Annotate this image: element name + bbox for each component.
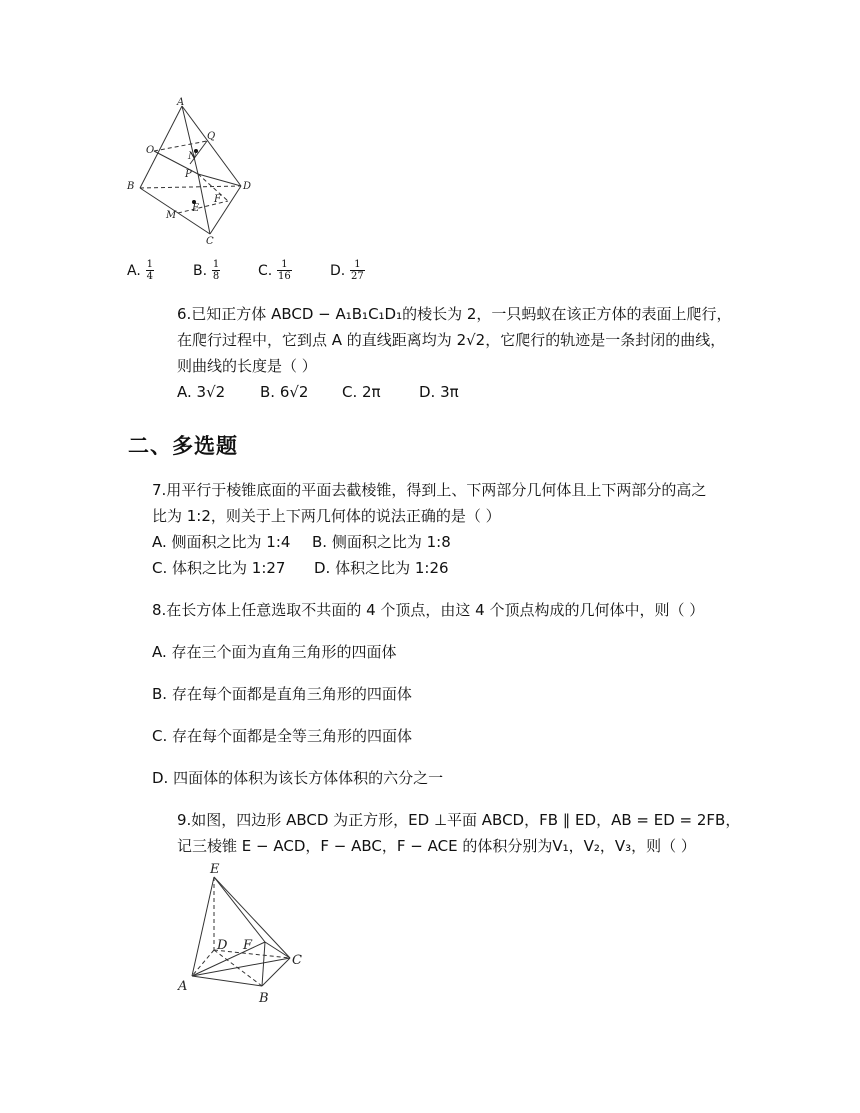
q5-option-c[interactable] [258,259,292,282]
label-M: M [166,210,177,221]
q6-line-3: 则曲线的长度是（ ） [177,357,317,375]
q7-line-2: 比为 1:2，则关于上下两几何体的说法正确的是（ ） [152,507,501,525]
q8-option-b[interactable]: B. 存在每个面都是直角三角形的四面体 [152,685,412,703]
label-D: D [243,181,252,192]
q5-option-b-letter: B. [193,263,208,279]
q7-option-a[interactable]: A. 侧面积之比为 1:4 [152,533,291,551]
label-B2: B [259,991,269,1006]
q5-option-a-letter: A. [127,263,141,279]
label-D2: D [217,938,228,953]
q9-line-1: 9.如图，四边形 ABCD 为正方形，ED ⊥平面 ABCD，FB ∥ ED，AB = ED = 2FB， [177,811,741,829]
q8-option-c[interactable]: C. 存在每个面都是全等三角形的四面体 [152,727,413,745]
q8-option-d[interactable]: D. 四面体的体积为该长方体体积的六分之一 [152,769,444,787]
q5-option-a-fraction: $\frac{1}{4}$ [146,259,153,282]
label-E: E [192,203,200,214]
q5-option-c-letter: C. [258,263,273,279]
label-B: B [127,181,135,192]
q6-option-c[interactable]: C. 2π [342,383,381,401]
label-Q: Q [207,131,216,142]
q5-option-b[interactable] [193,259,220,282]
q5-option-b-fraction: $\frac{1}{8}$ [212,259,220,282]
q5-option-c-fraction: $\frac{1}{16}$ [278,259,291,282]
q5-option-d-fraction: $\frac{1}{27}$ [351,259,364,282]
q6-line-1: 6.已知正方体 ABCD − A₁B₁C₁D₁的棱长为 2，一只蚂蚁在该正方体的表面上爬行， [177,305,732,323]
label-P: P [185,169,192,180]
label-A: A [177,97,185,108]
label-F: F [214,194,221,205]
square-pyramid-figure [170,858,320,1008]
q9-line-2: 记三棱锥 E − ACD，F − ABC，F − ACE 的体积分别为V₁，V₂，V₃，则（ ） [177,837,696,855]
tetrahedron-figure [118,96,263,246]
label-C: C [206,236,214,246]
label-A2: A [178,979,188,994]
label-E2: E [210,862,220,877]
q6-line-2: 在爬行过程中，它到点 A 的直线距离均为 2√2，它爬行的轨迹是一条封闭的曲线， [177,331,726,349]
q5-option-d-letter: D. [330,263,346,279]
q7-option-d[interactable]: D. 体积之比为 1:26 [314,559,449,577]
q7-line-1: 7.用平行于棱锥底面的平面去截棱锥，得到上、下两部分几何体且上下两部分的高之 [152,481,707,499]
q6-option-a[interactable]: A. 3√2 [177,383,226,401]
q5-option-a[interactable] [127,259,154,282]
q6-option-d[interactable]: D. 3π [419,383,459,401]
q8-option-a[interactable]: A. 存在三个面为直角三角形的四面体 [152,643,397,661]
label-O: O [146,145,155,156]
q7-option-c[interactable]: C. 体积之比为 1:27 [152,559,286,577]
label-F2: F [243,938,253,953]
q6-option-b[interactable]: B. 6√2 [260,383,309,401]
label-C2: C [292,953,302,968]
q8-stem: 8.在长方体上任意选取不共面的 4 个顶点，由这 4 个顶点构成的几何体中，则（ ） [152,601,705,619]
section-title: 二、多选题 [128,434,238,458]
label-N: N [188,151,197,162]
q7-option-b[interactable]: B. 侧面积之比为 1:8 [312,533,451,551]
q5-option-d[interactable] [330,259,365,282]
